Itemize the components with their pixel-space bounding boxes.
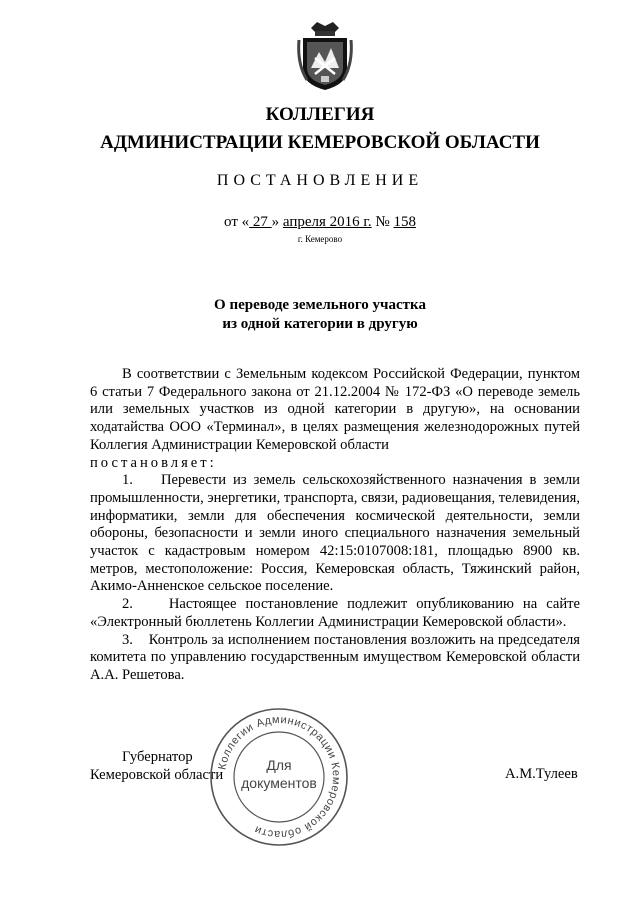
subject-line2: из одной категории в другую — [222, 316, 418, 332]
document-type: ПОСТАНОВЛЕНИЕ — [216, 172, 424, 189]
subject-line1: О переводе земельного участка — [214, 297, 426, 313]
official-stamp — [208, 706, 350, 848]
intro-paragraph: В соответствии с Земельным кодексом Российской Федерации, пунктом 6 статьи 7 Федерального закона от 21.12.2004 № 172-ФЗ «О переводе земель или земельных участков из одной категории в другую», на основании ходатайства ООО «Терминал», в целях размещения железнодорожных путей Коллегия Администрации Кемеровской области — [90, 366, 580, 453]
signatory-title-line2: Кемеровской области — [90, 767, 224, 783]
item-1: 1. Перевести из земель сельскохозяйственного назначения в земли промышленности, энергетики, транспорта, связи, радиовещания, телевидения, информатики, земли для обеспечения космической деятельности, земли обороны, безопасности и земли иного специального назначения земельный участок с кадастровым номером 42:15:0107008:181, площадью 8900 кв. метров, местоположение: Россия, Кемеровская область, Тяжинский район, Акимо-Анненское сельское поселение. — [90, 472, 580, 595]
item-3: 3. Контроль за исполнением постановления возложить на председателя комитета по управлению государственным имуществом Кемеровской области А.А. Решетова. — [90, 631, 580, 683]
signatory-name: А.М.Тулеев — [505, 766, 578, 782]
date-day: 27 — [249, 214, 272, 230]
document-body — [90, 366, 580, 685]
coat-of-arms-icon — [297, 18, 353, 94]
signatory-title — [90, 748, 223, 784]
stamp-center-line2: документов — [241, 775, 317, 791]
decree-word: постановляет: — [90, 454, 217, 471]
city: г. Кемерово — [297, 234, 343, 244]
document-subject — [0, 296, 640, 334]
stamp-center-line1: Для — [266, 757, 292, 773]
date-prefix: от « — [224, 214, 250, 230]
number-sign: № — [371, 214, 394, 230]
stamp-ring-text: Коллегии Администрации Кемеровской области — [216, 713, 343, 841]
item-2: 2. Настоящее постановление подлежит опубликованию на сайте «Электронный бюллетень Коллегии Администрации Кемеровской области». — [90, 596, 580, 630]
org-name-line2: АДМИНИСТРАЦИИ КЕМЕРОВСКОЙ ОБЛАСТИ — [100, 132, 540, 153]
org-name-line1: КОЛЛЕГИЯ — [265, 104, 375, 125]
signatory-title-line1: Губернатор — [122, 749, 193, 765]
date-mid: » — [271, 214, 283, 230]
document-number: 158 — [393, 214, 416, 230]
date-month-year: апреля 2016 г. — [282, 214, 372, 230]
date-number-line — [0, 214, 640, 231]
